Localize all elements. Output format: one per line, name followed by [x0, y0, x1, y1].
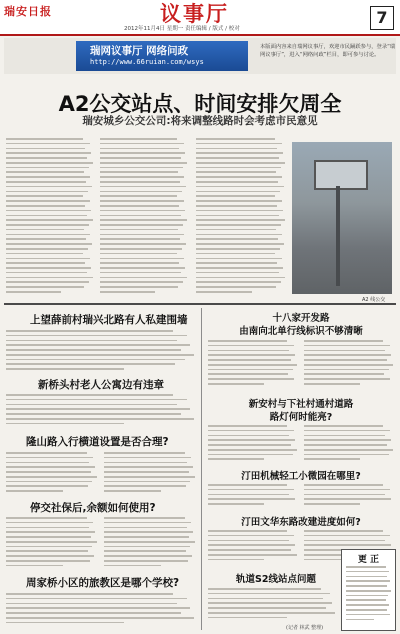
- text-line: [208, 425, 287, 427]
- text-line: [304, 354, 391, 356]
- text-line: [346, 576, 387, 578]
- text-line: [6, 272, 87, 274]
- story-body: [104, 452, 196, 495]
- text-line: [6, 481, 92, 483]
- text-line: [100, 167, 183, 169]
- text-line: [6, 452, 87, 454]
- text-line: [100, 148, 179, 150]
- text-line: [100, 272, 181, 274]
- text-line: [304, 369, 389, 371]
- text-line: [6, 167, 89, 169]
- text-line: [6, 157, 87, 159]
- text-line: [6, 471, 91, 473]
- story-body: [6, 330, 196, 373]
- text-line: [104, 466, 193, 468]
- banner-url-link[interactable]: http://www.66ruian.com/wsys: [90, 58, 204, 66]
- text-line: [100, 152, 185, 154]
- text-line: [6, 267, 91, 269]
- text-line: [6, 476, 97, 478]
- story-headline-line2: 路灯何时能亮?: [269, 412, 333, 423]
- sign-pole: [336, 186, 340, 286]
- text-line: [196, 277, 285, 279]
- text-line: [196, 224, 281, 226]
- text-line: [6, 598, 187, 600]
- text-line: [196, 248, 280, 250]
- text-line: [196, 243, 284, 245]
- text-line: [6, 593, 173, 595]
- text-line: [6, 622, 124, 624]
- text-line: [208, 430, 294, 432]
- page-number: 7: [370, 6, 394, 30]
- text-line: [346, 580, 390, 582]
- text-line: [208, 598, 323, 600]
- text-line: [208, 454, 293, 456]
- section-title: 议事厅: [160, 2, 229, 26]
- text-line: [346, 590, 391, 592]
- text-line: [304, 350, 385, 352]
- text-line: [196, 167, 281, 169]
- text-line: [208, 540, 289, 542]
- text-line: [6, 531, 95, 533]
- text-line: [100, 219, 187, 221]
- text-line: [196, 171, 276, 173]
- text-line: [208, 359, 291, 361]
- text-line: [6, 457, 93, 459]
- text-line: [6, 466, 95, 468]
- text-line: [100, 234, 184, 236]
- page-header: [0, 0, 400, 36]
- text-line: [6, 354, 194, 356]
- story-body: [6, 517, 98, 570]
- text-line: [346, 566, 386, 568]
- text-line: [6, 200, 90, 202]
- text-line: [6, 536, 91, 538]
- text-line: [100, 205, 179, 207]
- text-line: [304, 544, 391, 546]
- text-line: [208, 444, 291, 446]
- text-line: [304, 340, 383, 342]
- text-line: [6, 418, 194, 420]
- story-headline-line2: 由南向北单行线标识不够清晰: [239, 326, 363, 337]
- text-line: [6, 219, 93, 221]
- text-line: [6, 368, 124, 370]
- text-line: [208, 494, 289, 496]
- text-line: [208, 449, 297, 451]
- column-divider: [201, 308, 202, 630]
- text-line: [304, 498, 391, 500]
- bus-stop-sign: [314, 160, 368, 190]
- story-body: [208, 484, 298, 508]
- story-body: [6, 593, 196, 626]
- text-line: [208, 554, 297, 556]
- text-line: [208, 373, 288, 375]
- text-line: [100, 224, 183, 226]
- text-line: [208, 602, 332, 604]
- lead-headline: A2公交站点、时间安排欠周全: [58, 92, 342, 116]
- text-line: [104, 546, 190, 548]
- text-line: [208, 458, 264, 460]
- text-line: [6, 258, 90, 260]
- text-line: [196, 195, 275, 197]
- text-line: [6, 565, 63, 567]
- text-line: [100, 238, 180, 240]
- text-line: [6, 485, 88, 487]
- text-line: [6, 399, 187, 401]
- text-line: [346, 614, 390, 616]
- text-line: [6, 330, 173, 332]
- text-line: [208, 544, 295, 546]
- text-line: [100, 281, 183, 283]
- text-line: [196, 210, 283, 212]
- text-line: [104, 462, 187, 464]
- text-line: [104, 536, 189, 538]
- text-line: [196, 205, 277, 207]
- text-line: [196, 238, 278, 240]
- text-line: [100, 258, 184, 260]
- text-line: [208, 559, 264, 561]
- text-line: [196, 215, 279, 217]
- text-line: [6, 603, 177, 605]
- text-line: [104, 522, 191, 524]
- text-line: [6, 243, 92, 245]
- promo-banner[interactable]: [4, 38, 396, 74]
- text-line: [6, 205, 85, 207]
- text-line: [208, 612, 335, 614]
- text-line: [104, 560, 188, 562]
- text-line: [100, 162, 187, 164]
- text-line: [208, 593, 330, 595]
- text-line: [100, 176, 184, 178]
- lead-photo: [292, 142, 392, 294]
- text-line: [6, 546, 92, 548]
- text-line: [304, 449, 393, 451]
- text-line: [6, 359, 185, 361]
- lead-body-column: [100, 138, 188, 296]
- text-line: [6, 340, 177, 342]
- text-line: [208, 350, 289, 352]
- text-line: [208, 340, 287, 342]
- text-line: [6, 527, 89, 529]
- text-line: [208, 498, 295, 500]
- text-line: [104, 531, 193, 533]
- text-line: [6, 210, 91, 212]
- text-line: [6, 404, 177, 406]
- text-line: [196, 162, 285, 164]
- story-body: [104, 517, 196, 570]
- text-line: [104, 527, 187, 529]
- text-line: [196, 286, 276, 288]
- text-line: [6, 335, 187, 337]
- story-body: [304, 484, 394, 508]
- text-line: [6, 560, 90, 562]
- text-line: [304, 530, 383, 532]
- text-line: [196, 262, 277, 264]
- text-line: [100, 286, 178, 288]
- text-line: [6, 277, 93, 279]
- text-line: [346, 585, 387, 587]
- story-body: [208, 425, 298, 463]
- masthead: 瑞安日报: [4, 5, 52, 18]
- text-line: [208, 383, 264, 385]
- text-line: [6, 291, 61, 293]
- text-line: [100, 248, 182, 250]
- text-line: [104, 471, 189, 473]
- text-line: [304, 364, 393, 366]
- text-line: [208, 607, 326, 609]
- text-line: [6, 555, 94, 557]
- text-line: [196, 143, 282, 145]
- story-headline: 汀田机械轻工小微园在哪里?: [241, 471, 361, 482]
- text-line: [104, 452, 185, 454]
- text-line: [6, 152, 91, 154]
- text-line: [6, 176, 90, 178]
- text-line: [196, 281, 281, 283]
- text-line: [304, 494, 385, 496]
- text-line: [208, 354, 295, 356]
- text-line: [6, 148, 85, 150]
- text-line: [304, 373, 384, 375]
- text-line: [304, 503, 360, 505]
- text-line: [6, 607, 190, 609]
- text-line: [100, 181, 180, 183]
- text-line: [6, 143, 90, 145]
- text-line: [100, 291, 155, 293]
- text-line: [104, 485, 186, 487]
- text-line: [304, 458, 360, 460]
- text-line: [196, 253, 275, 255]
- text-line: [100, 253, 177, 255]
- story-headline: 轨道S2线站点问题: [236, 574, 316, 585]
- story-body: [208, 588, 336, 621]
- text-line: [196, 152, 283, 154]
- text-line: [6, 181, 86, 183]
- text-line: [208, 549, 291, 551]
- text-line: [208, 530, 287, 532]
- text-line: [6, 286, 84, 288]
- text-line: [100, 191, 182, 193]
- text-line: [100, 243, 186, 245]
- text-line: [104, 457, 191, 459]
- text-line: [100, 262, 179, 264]
- story-headline: 停交社保后,余额如何使用?: [30, 502, 156, 514]
- text-line: [304, 383, 360, 385]
- text-line: [196, 186, 284, 188]
- text-line: [6, 349, 181, 351]
- correction-title: 更 正: [357, 555, 380, 565]
- text-line: [304, 439, 391, 441]
- text-line: [100, 267, 185, 269]
- text-line: [100, 143, 184, 145]
- text-line: [100, 171, 178, 173]
- text-line: [304, 425, 383, 427]
- text-line: [104, 565, 161, 567]
- text-line: [6, 224, 89, 226]
- text-line: [304, 540, 385, 542]
- text-line: [6, 186, 92, 188]
- story-headline: 周家桥小区的旅教区是哪个学校?: [26, 577, 180, 589]
- text-line: [104, 481, 190, 483]
- text-line: [6, 344, 190, 346]
- text-line: [104, 517, 185, 519]
- text-line: [6, 550, 88, 552]
- text-line: [100, 215, 181, 217]
- story-body: [304, 340, 394, 388]
- text-line: [304, 484, 383, 486]
- text-line: [6, 462, 89, 464]
- text-line: [208, 364, 297, 366]
- text-line: [196, 291, 252, 293]
- story-headline: 新桥头村老人公寓边有违章: [38, 379, 164, 391]
- text-line: [6, 248, 88, 250]
- text-line: [6, 215, 87, 217]
- text-line: [208, 503, 264, 505]
- text-line: [208, 345, 294, 347]
- text-line: [196, 219, 285, 221]
- text-line: [304, 444, 387, 446]
- story-headline: 新安村与下社村通村道路: [248, 399, 354, 410]
- text-line: [6, 612, 181, 614]
- story-headline: 十八家开发路: [272, 313, 330, 324]
- text-line: [196, 181, 278, 183]
- text-line: [208, 439, 295, 441]
- text-line: [346, 609, 387, 611]
- text-line: [208, 378, 294, 380]
- text-line: [304, 345, 390, 347]
- text-line: [6, 408, 190, 410]
- text-line: [346, 619, 374, 621]
- text-line: [208, 435, 289, 437]
- text-line: [208, 489, 294, 491]
- banner-note: 本版面内容来自瑞网议事厅，欢迎市民踊跃参与，登录“瑞网议事厅”，进入“网络问政”栏目，即可参与讨论。: [260, 44, 396, 58]
- text-line: [196, 200, 282, 202]
- text-line: [6, 191, 88, 193]
- text-line: [6, 195, 83, 197]
- text-line: [208, 617, 287, 619]
- text-line: [100, 195, 177, 197]
- text-line: [100, 210, 185, 212]
- text-line: [6, 171, 84, 173]
- text-line: [196, 234, 282, 236]
- section-divider: [4, 303, 396, 305]
- text-line: [6, 281, 89, 283]
- story-body: [6, 394, 196, 427]
- text-line: [304, 454, 389, 456]
- text-line: [304, 535, 390, 537]
- correction-body: [346, 566, 391, 623]
- text-line: [196, 148, 277, 150]
- text-line: [6, 162, 93, 164]
- text-line: [6, 262, 85, 264]
- story-headline: 上望薛前村瑞兴北路有人私建围墙: [30, 314, 188, 326]
- story-headline: 隆山路入行横道设置是否合理?: [26, 436, 169, 448]
- banner-title: 瑞网议事厅 网络问政: [90, 45, 189, 57]
- text-line: [6, 490, 63, 492]
- text-line: [346, 599, 386, 601]
- lead-body-column: [6, 138, 94, 296]
- text-line: [6, 363, 175, 365]
- text-line: [208, 369, 293, 371]
- text-line: [6, 617, 194, 619]
- text-line: [6, 238, 86, 240]
- text-line: [208, 484, 287, 486]
- text-line: [6, 541, 97, 543]
- text-line: [100, 157, 181, 159]
- text-line: [100, 186, 186, 188]
- story-headline: 汀田文华东路改建进度如何?: [241, 517, 361, 528]
- dateline: 2012年11月4日 星期一 责任编辑 / 版式 / 校对: [124, 26, 240, 32]
- text-line: [100, 200, 184, 202]
- text-line: [196, 157, 279, 159]
- text-line: [100, 138, 177, 140]
- text-line: [6, 517, 87, 519]
- text-line: [196, 138, 275, 140]
- text-line: [100, 229, 178, 231]
- lead-body-column: [196, 138, 286, 296]
- text-line: [304, 359, 387, 361]
- text-line: [6, 229, 84, 231]
- story-body: [208, 340, 298, 388]
- text-line: [304, 430, 390, 432]
- text-line: [196, 191, 280, 193]
- text-line: [346, 595, 388, 597]
- text-line: [304, 378, 390, 380]
- text-line: [104, 476, 195, 478]
- story-body: [6, 452, 98, 495]
- text-line: [104, 541, 195, 543]
- text-line: [196, 176, 282, 178]
- text-line: [196, 258, 282, 260]
- text-line: [346, 604, 389, 606]
- story-body: [304, 425, 394, 463]
- text-line: [6, 413, 181, 415]
- lead-deck: 瑞安城乡公交公司:将来调整线路时会考虑市民意见: [82, 115, 318, 127]
- text-line: [6, 138, 83, 140]
- text-line: [100, 277, 187, 279]
- correction-box: [341, 549, 396, 631]
- text-line: [6, 234, 90, 236]
- text-line: [6, 423, 124, 425]
- editor-credit: (记者 林武 整理): [286, 625, 324, 631]
- text-line: [208, 535, 294, 537]
- text-line: [6, 522, 93, 524]
- text-line: [196, 229, 276, 231]
- text-line: [304, 489, 390, 491]
- text-line: [196, 272, 279, 274]
- text-line: [104, 555, 192, 557]
- text-line: [104, 490, 161, 492]
- text-line: [208, 588, 321, 590]
- text-line: [6, 253, 83, 255]
- text-line: [196, 267, 283, 269]
- text-line: [304, 435, 385, 437]
- photo-caption: A2 线公交: [362, 297, 386, 303]
- text-line: [104, 550, 186, 552]
- text-line: [346, 571, 389, 573]
- story-body: [208, 530, 298, 563]
- text-line: [6, 394, 173, 396]
